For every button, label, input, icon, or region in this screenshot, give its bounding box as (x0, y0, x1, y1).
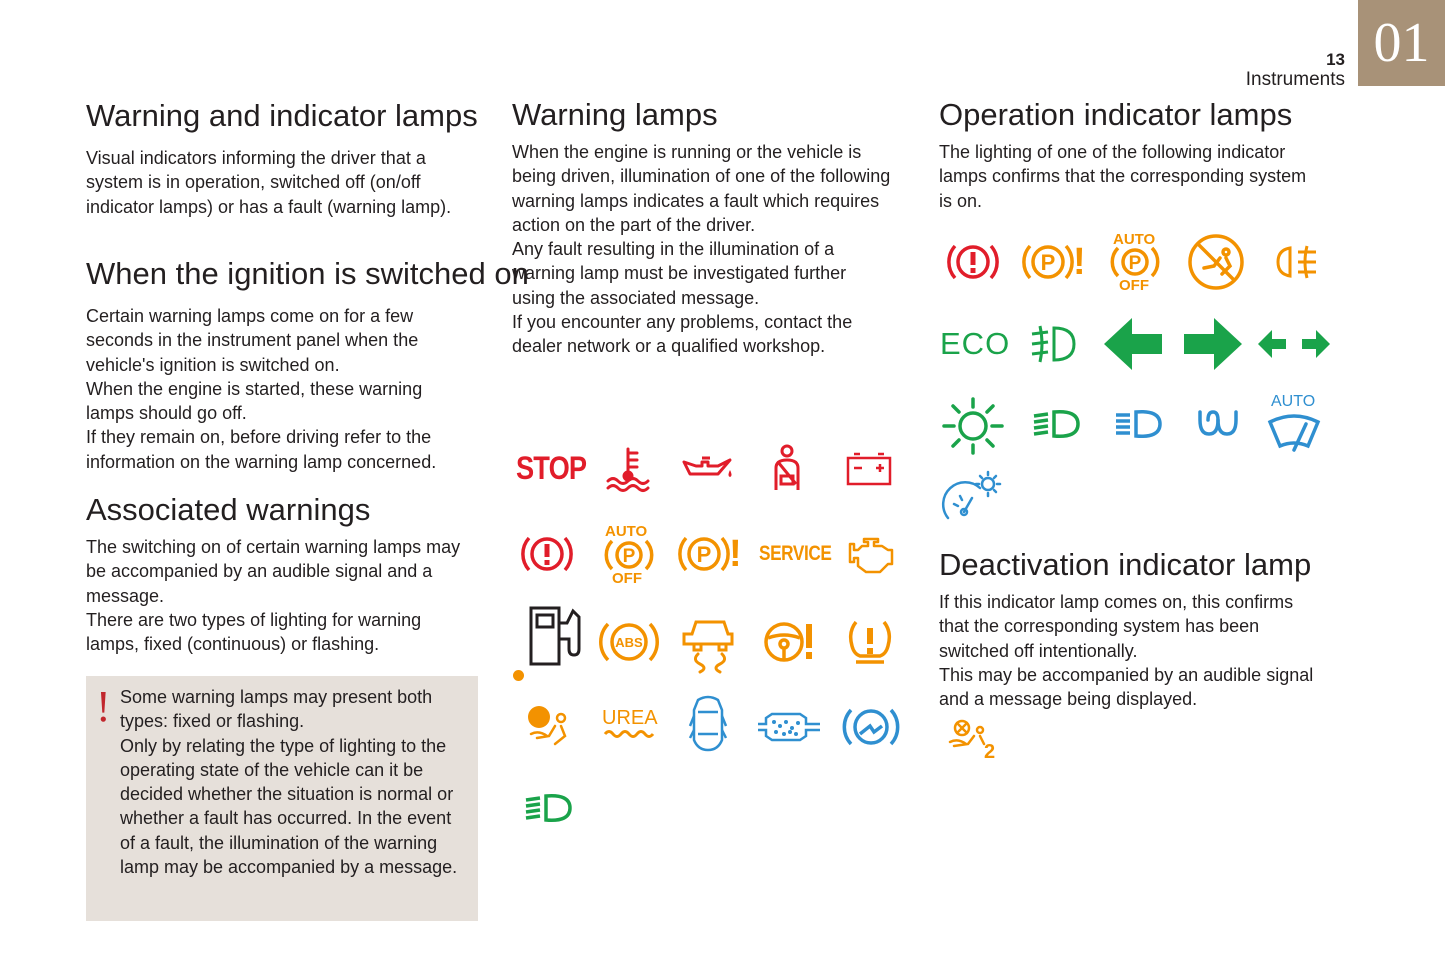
dipped-beam-indicator-icon (1030, 408, 1082, 440)
particle-filter-icon (756, 710, 822, 744)
main-beam-icon (1112, 408, 1164, 440)
battery-icon (846, 452, 892, 486)
parking-indicator-exclamation: ! (1073, 241, 1086, 283)
deactivation-text: If this indicator lamp comes on, this confirms that the corresponding system has been switched off intentionally. This may be accompanied by an audible signal and a message being displayed. (939, 592, 1314, 710)
ignition-text: Certain warning lamps come on for a few seconds in the instrument panel when the vehicle's ignition is switched on. When the engine is started, these warning lamps should go off. If they remain on, before driving refer to the information on the warning lamp concerned. (86, 306, 437, 472)
svg-text:ABS: ABS (615, 635, 643, 650)
section-title: Instruments (1245, 69, 1345, 90)
rear-fog-lamp-icon (1276, 244, 1322, 280)
note-text: Some warning lamps may present both types: fixed or flashing. Only by relating the type of lighting to the operating state of the vehicle can it be decided whether the situation is normal or whether a fault has occurred. In the event of a fault, the illumination of the warning lamp may be accompanied by a message. (120, 687, 458, 878)
parking-brake-auto-icon (604, 539, 654, 571)
svg-text:2: 2 (984, 741, 996, 763)
auto-parking-brake-indicator-icon (1110, 246, 1160, 278)
svg-text:P: P (622, 546, 636, 567)
svg-text:P: P (1040, 250, 1056, 275)
op-off-label: OFF (1119, 277, 1149, 294)
right-indicator-icon (1182, 316, 1244, 372)
exclamation-icon: ! (96, 682, 111, 731)
off-label: OFF (612, 570, 642, 587)
wiper-auto-label: AUTO (1271, 393, 1316, 410)
op-auto-label: AUTO (1113, 231, 1156, 248)
left-indicator-icon (1102, 316, 1164, 372)
associated-warnings-text: The switching on of certain warning lamps may be accompanied by an audible signal and a message. There are two types of lighting for warning lamps, fixed (continuous) or flashing. (86, 537, 461, 655)
abs-icon (598, 618, 660, 666)
eco-icon: ECO (940, 326, 1011, 361)
warning-lamps-text: When the engine is running or the vehicle is being driven, illumination of one of the following warning lamps indicates a fault which requires action on the part of the driver. Any fault resulting in the illumination of a warning lamp must be investigated further using the associated message. If you encounter any problems, contact the dealer network or a qualified workshop. (512, 142, 891, 357)
traction-control-icon (684, 614, 736, 670)
brake-warning-icon (522, 532, 572, 576)
warning-lamps-title: Warning lamps (512, 97, 718, 132)
preheating-icon (1196, 408, 1242, 440)
warning-indicator-title: Warning and indicator lamps (86, 98, 478, 133)
power-steering-icon (762, 620, 818, 664)
coolant-temperature-icon (604, 445, 652, 491)
automatic-wiping-icon (1266, 412, 1322, 454)
svg-text:P: P (1128, 253, 1142, 274)
urea-label: UREA (602, 707, 658, 729)
ignition-title: When the ignition is switched on (86, 256, 529, 291)
oil-pressure-icon (680, 452, 736, 484)
operation-indicator-text: The lighting of one of the following indicator lamps confirms that the corresponding system is on. (939, 142, 1307, 211)
door-open-icon (688, 694, 728, 754)
service-icon: SERVICE (759, 542, 832, 565)
urea-wave-icon (603, 728, 653, 740)
passenger-airbag-off-icon (1186, 232, 1246, 292)
chapter-tab: 01 (1358, 0, 1445, 86)
parking-fault-exclamation: ! (729, 533, 742, 575)
associated-warnings-title: Associated warnings (86, 492, 371, 527)
seatbelt-icon (768, 444, 804, 494)
hazard-indicators-icon (1256, 328, 1332, 360)
parking-brake-indicator-icon (1022, 240, 1074, 284)
cruise-control-fault-icon (842, 704, 900, 750)
airbag-icon (525, 704, 571, 748)
low-fuel-dot-icon (513, 670, 524, 681)
deactivation-title: Deactivation indicator lamp (939, 547, 1312, 582)
operation-indicator-title: Operation indicator lamps (939, 97, 1293, 132)
intro-text: Visual indicators informing the driver that a system is in operation, switched off (on/off indicator lamps) or has a fault (warning lamp). (86, 148, 452, 217)
fuel-level-icon (528, 605, 588, 667)
speed-limiter-icon (940, 468, 1006, 524)
front-fog-lamp-icon (1028, 324, 1078, 364)
parking-brake-fault-icon (678, 532, 730, 576)
dipped-beam-icon (522, 792, 574, 824)
stop-icon: STOP (516, 450, 587, 486)
svg-text:P: P (696, 542, 712, 567)
engine-icon (846, 536, 894, 574)
auto-label: AUTO (605, 523, 648, 540)
tyre-pressure-icon (846, 618, 894, 666)
page-number: 13 (1326, 50, 1345, 69)
sidelamps-icon (940, 396, 1006, 456)
seatbelt-rear-passenger-icon (946, 718, 1002, 762)
brake-indicator-icon (948, 240, 998, 284)
